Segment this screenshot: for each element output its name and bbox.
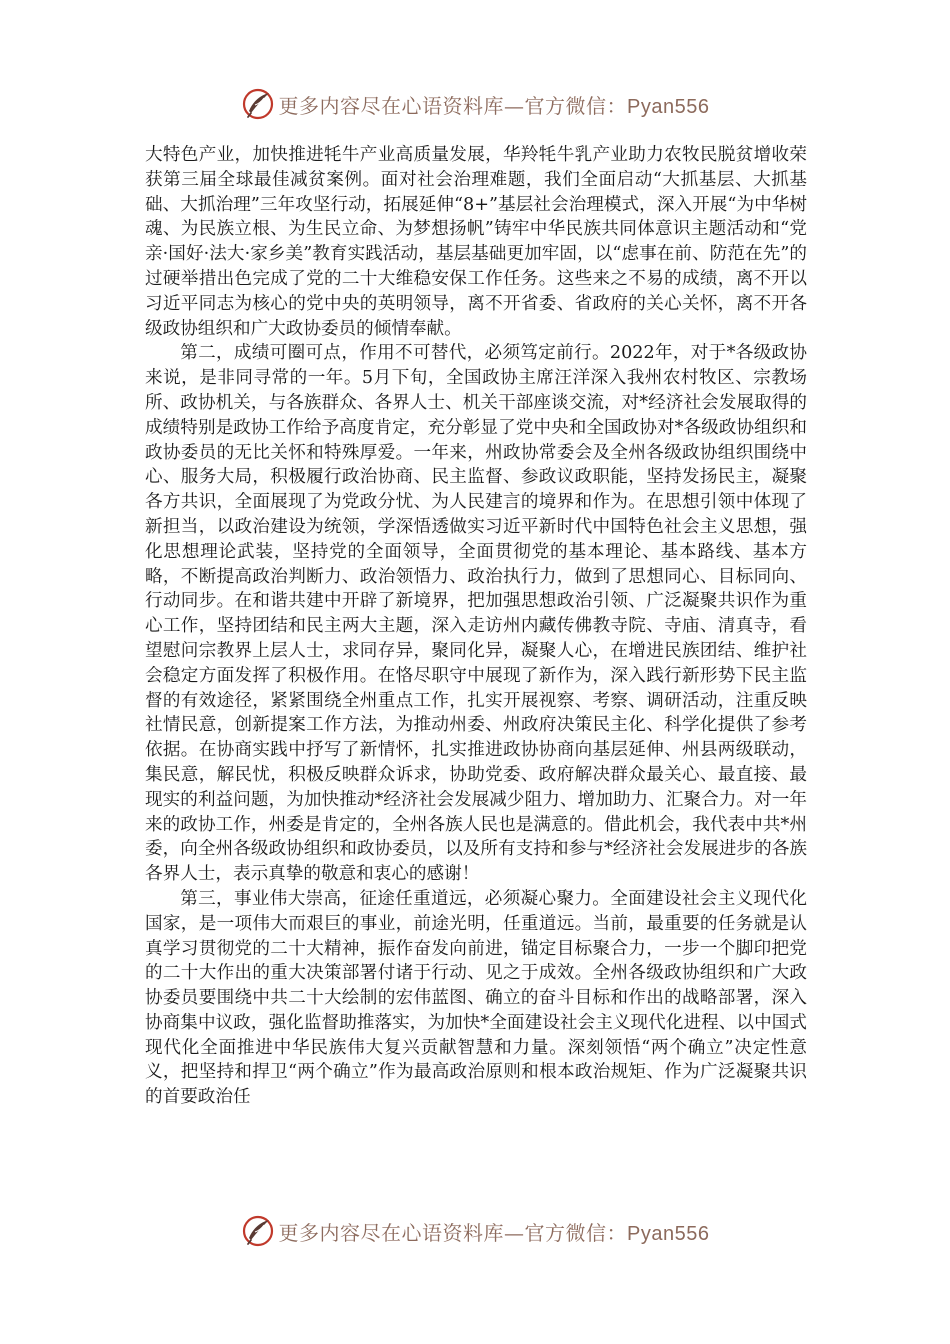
paragraph-third: 第三，事业伟大崇高，征途任重道远，必须凝心聚力。全面建设社会主义现代化国家，是一项伟大而艰巨的事业，前途光明，任重道远。当前，最重要的任务就是认真学习贯彻党的二十大精神，振作奋发向前进，锚定目标聚合力，一步一个脚印把党的二十大作出的重大决策部署付诸于行动、见之于成效。全州各级政协组织和广大政协委员要围绕中共二十大绘制的宏伟蓝图、确立的奋斗目标和作出的战略部署，深入协商集中议政，强化监督助推落实，为加快*全面建设社会主义现代化进程、以中国式现代化全面推进中华民族伟大复兴贡献智慧和力量。深刻领悟“两个确立”决定性意义，把坚持和捍卫“两个确立”作为最高政治原则和根本政治规矩、作为广泛凝聚共识的首要政治任 [145, 888, 807, 1108]
wechat-id: Pyan556 [627, 95, 710, 118]
paragraph-second: 第二，成绩可圈可点，作用不可替代，必须笃定前行。2022年，对于*各级政协来说，是非同寻常的一年。5月下旬，全国政协主席汪洋深入我州农村牧区、宗教场所、政协机关，与各族群众、各界人士、机关干部座谈交流，对*经济社会发展取得的成绩特别是政协工作给予高度肯定，充分彰显了党中央和全国政协对*各级政协组织和政协委员的无比关怀和特殊厚爱。一年来，州政协常委会及全州各级政协组织围绕中心、服务大局，积极履行政治协商、民主监督、参政议政职能，坚持发扬民主，凝聚各方共识，全面展现了为党政分忧、为人民建言的境界和作为。在思想引领中体现了新担当，以政治建设为统领，学深悟透做实习近平新时代中国特色社会主义思想，强化思想理论武装，坚持党的全面领导，全面贯彻党的基本理论、基本路线、基本方略，不断提高政治判断力、政治领悟力、政治执行力，做到了思想同心、目标同向、行动同步。在和谐共建中开辟了新境界，把加强思想政治引领、广泛凝聚共识作为重心工作，坚持团结和民主两大主题，深入走访州内藏传佛教寺院、寺庙、清真寺，看望慰问宗教界上层人士，求同存异，聚同化异，凝聚人心，在增进民族团结、维护社会稳定方面发挥了积极作用。在恪尽职守中展现了新作为，深入践行新形势下民主监督的有效途径，紧紧围绕全州重点工作，扎实开展视察、考察、调研活动，注重反映社情民意，创新提案工作方法，为推动州委、州政府决策民主化、科学化提供了参考依据。在协商实践中抒写了新情怀，扎实推进政协协商向基层延伸、州县两级联动，集民意，解民忧，积极反映群众诉求，协助党委、政府解决群众最关心、最直接、最现实的利益问题，为加快推动*经济社会发展减少阻力、增加助力、汇聚合力。对一年来的政协工作，州委是肯定的，全州各族人民也是满意的。借此机会，我代表中共*州委，向全州各级政协组织和政协委员，以及所有支持和参与*经济社会发展进步的各族各界人士，表示真挚的敬意和衷心的感谢！ [145, 343, 807, 885]
wechat-id: Pyan556 [627, 1222, 710, 1245]
paragraph-continued: 大特色产业，加快推进牦牛产业高质量发展，华羚牦牛乳产业助力农牧民脱贫增收荣获第三届全球最佳减贫案例。面对社会治理难题，我们全面启动“大抓基层、大抓基础、大抓治理”三年攻坚行动，拓展延伸“8+”基层社会治理模式，深入开展“为中华树魂、为民族立根、为生民立命、为梦想扬帆”铸牢中华民族共同体意识主题活动和“党亲·国好·法大·家乡美”教育实践活动，基层基础更加牢固，以“虑事在前、防范在先”的过硬举措出色完成了党的二十大维稳安保工作任务。这些来之不易的成绩，离不开以习近平同志为核心的党中央的英明领导，离不开省委、省政府的关心关怀，离不开各级政协组织和广大政协委员的倾情奉献。 [145, 145, 807, 339]
header-watermark-banner [0, 84, 950, 124]
watermark-text: 更多内容尽在心语资料库—官方微信：Pyan556 [278, 93, 710, 118]
footer-watermark-banner [0, 1211, 950, 1251]
pen-logo-icon [241, 87, 275, 121]
pen-logo-icon [241, 1214, 275, 1248]
watermark-text: 更多内容尽在心语资料库—官方微信：Pyan556 [278, 1220, 710, 1245]
document-body [145, 143, 807, 1110]
